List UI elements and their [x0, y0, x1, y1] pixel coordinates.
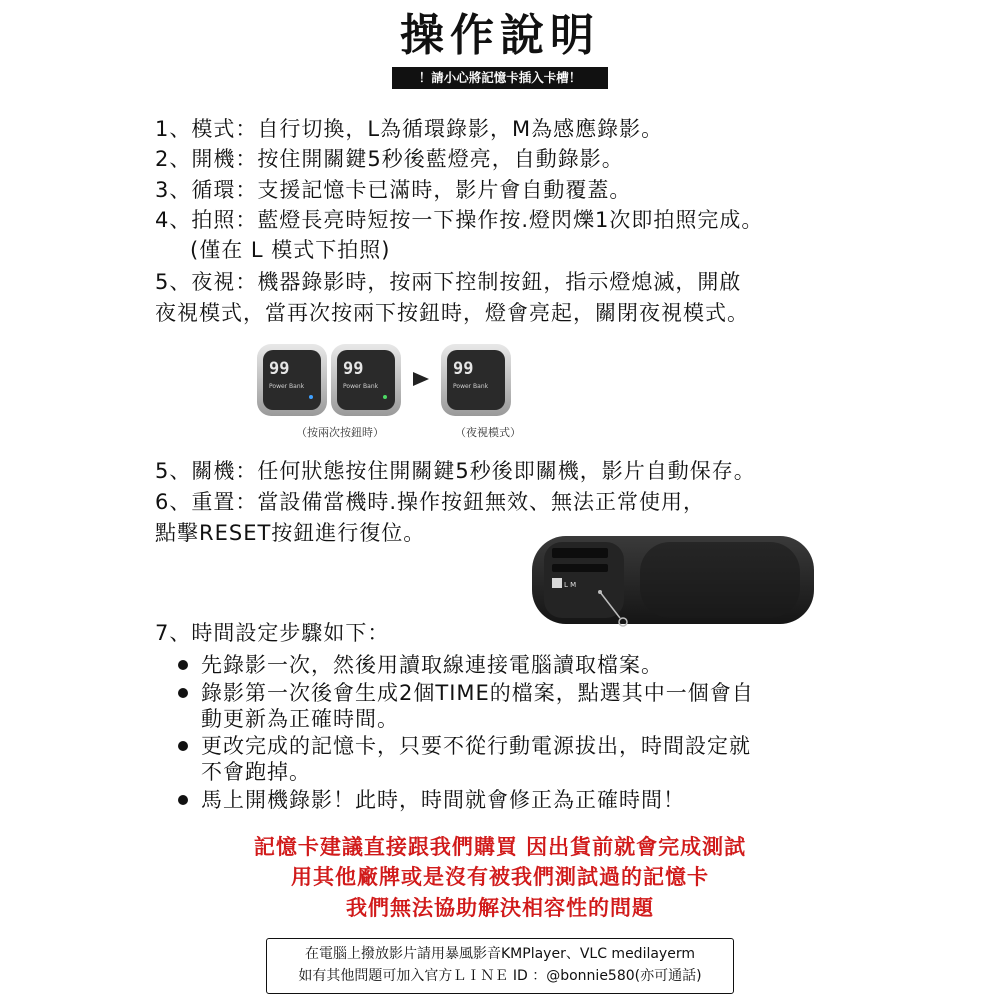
step7-bullet-2-cont: 動更新為正確時間。 — [201, 707, 399, 731]
display-label: Power Bank — [343, 383, 379, 390]
display-label: Power Bank — [453, 383, 489, 390]
instruction-reset: 6、重置：當設備當機時.操作按鈕無效、無法正常使用， — [155, 490, 706, 514]
caption-night-mode: （夜視模式） — [455, 426, 521, 439]
step7-bullet-3: 更改完成的記憶卡，只要不從行動電源拔出，時間設定就 — [201, 734, 751, 758]
display-value: 99 — [343, 359, 364, 379]
mode-switch — [552, 578, 562, 588]
card-slot — [552, 548, 608, 558]
instruction-mode: 1、模式：自行切換，L為循環錄影，M為感應錄影。 — [155, 117, 664, 141]
instruction-night-vision: 5、夜視：機器錄影時，按兩下控制按鈕，指示燈熄滅，開啟 — [155, 270, 742, 294]
instruction-night-vision-cont: 夜視模式，當再次按兩下按鈕時，燈會亮起，關閉夜視模式。 — [155, 301, 749, 325]
bullet-icon — [178, 795, 188, 805]
warning-line-3: 我們無法協助解決相容性的問題 — [346, 896, 654, 920]
device-photo — [530, 530, 820, 630]
night-vision-figure — [255, 342, 525, 424]
instruction-photo: 4、拍照：藍燈長亮時短按一下操作按.燈閃爍1次即拍照完成。 — [155, 208, 764, 232]
step7-bullet-2: 錄影第一次後會生成2個TIME的檔案，點選其中一個會自 — [201, 681, 754, 705]
warning-banner: ！請小心將記憶卡插入卡槽！ — [392, 67, 608, 89]
display-label: Power Bank — [269, 383, 305, 390]
instruction-power-off: 5、關機：任何狀態按住開關鍵5秒後即關機，影片自動保存。 — [155, 459, 756, 483]
instruction-photo-note: (僅在 L 模式下拍照) — [190, 238, 391, 262]
device-display-1 — [257, 344, 327, 416]
footer-box — [266, 938, 734, 994]
device-display-3 — [441, 344, 511, 416]
display-value: 99 — [453, 359, 474, 379]
footer-player-note: 在電腦上撥放影片請用暴風影音KMPlayer、VLC medilayerm — [305, 946, 695, 962]
usb-port — [552, 564, 608, 572]
bullet-icon — [178, 660, 188, 670]
footer-contact: 如有其他問題可加入官方ＬＩＮＥ ID ：@bonnie580(亦可通話) — [298, 968, 702, 984]
instruction-reset-cont: 點擊RESET按鈕進行復位。 — [155, 521, 426, 545]
instruction-power-on: 2、開機：按住開關鍵5秒後藍燈亮，自動錄影。 — [155, 147, 624, 171]
bullet-icon — [178, 688, 188, 698]
arrow-right-icon — [413, 372, 429, 386]
bullet-icon — [178, 741, 188, 751]
warning-line-1: 記憶卡建議直接跟我們購買 因出貨前就會完成測試 — [253, 835, 747, 859]
step7-heading: 7、時間設定步驟如下： — [155, 621, 390, 645]
caption-double-press: （按兩次按鈕時） — [296, 426, 384, 439]
instruction-loop: 3、循環：支援記憶卡已滿時，影片會自動覆蓋。 — [155, 178, 632, 202]
page-title: 操作說明 — [400, 10, 600, 61]
step7-bullet-1: 先錄影一次，然後用讀取線連接電腦讀取檔案。 — [201, 653, 663, 677]
warning-line-2: 用其他廠牌或是沒有被我們測試過的記憶卡 — [291, 865, 709, 889]
device-display-2 — [331, 344, 401, 416]
step7-bullet-3-cont: 不會跑掉。 — [201, 760, 311, 784]
display-value: 99 — [269, 359, 290, 379]
switch-labels: L M — [564, 581, 577, 589]
step7-bullet-4: 馬上開機錄影！此時，時間就會修正為正確時間！ — [201, 788, 685, 812]
